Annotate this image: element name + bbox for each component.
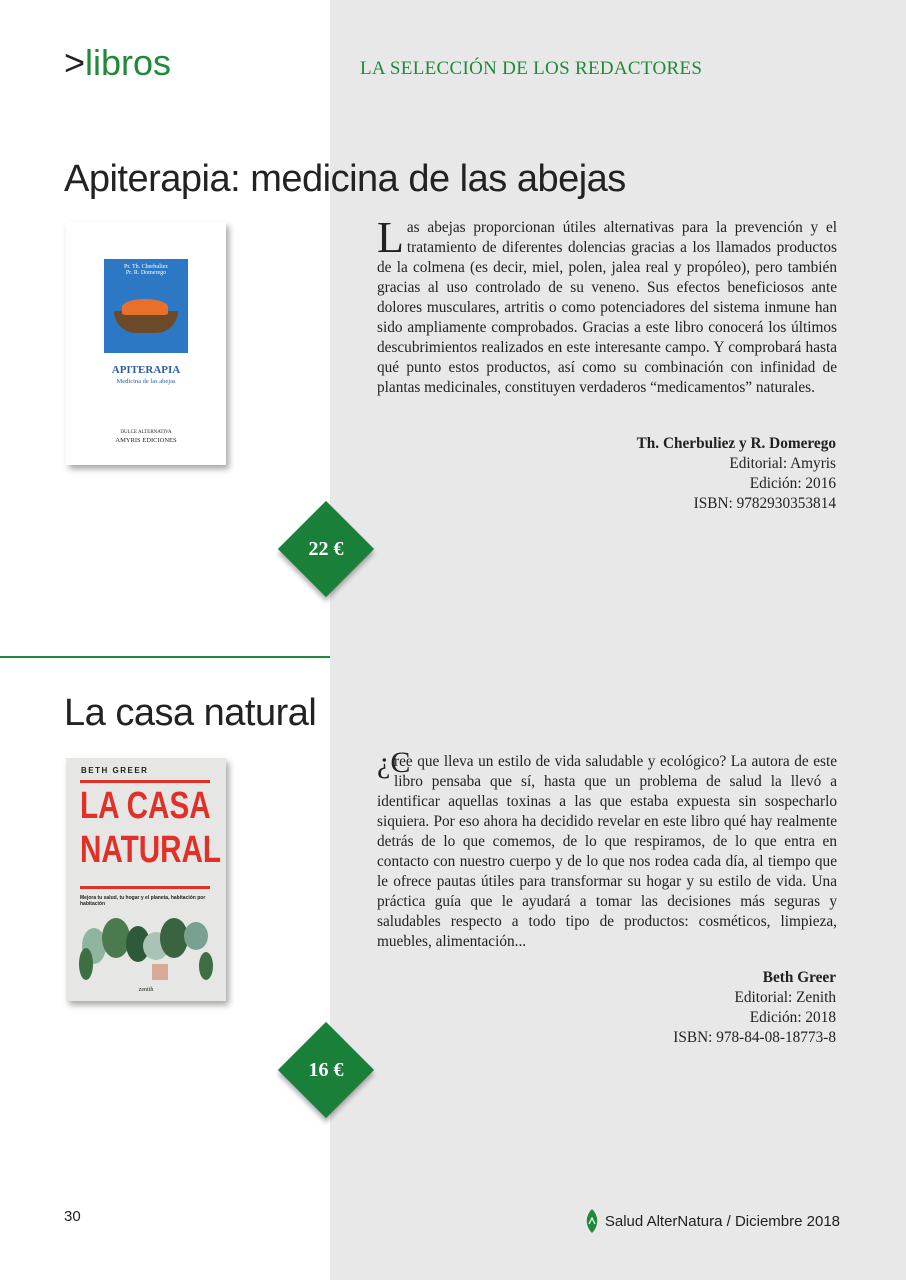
trees-illustration xyxy=(76,916,216,988)
book-details: Beth Greer Editorial: Zenith Edición: 2018 ISBN: 978-84-08-18773-8 xyxy=(673,969,836,1046)
footer-magazine: Salud AlterNatura / Diciembre 2018 xyxy=(585,1208,840,1234)
book-details: Th. Cherbuliez y R. Domerego Editorial: Amyris Edición: 2016 ISBN: 9782930353814 xyxy=(636,435,836,512)
divider xyxy=(0,656,330,658)
book-cover-apiterapia: Pr. Th. Cherbuliez Pr. R. Domerego APITERAPIA Medicina de las abejas DULCE ALTERNATIVA AMYRIS EDICIONES xyxy=(66,222,226,465)
book-description: ¿C ree que lleva un estilo de vida saludable y ecológico? La autora de este libro pensaba que sí, hasta que un problema de salud la llevó a identificar aquellas toxinas a las que estaba expuesta sin sospecharlo siquiera. Por eso ahora ha decidido revelar en este libro qué hay realmente detrás de lo que comemos, de lo que respiramos, de lo que entra en contacto con nuestro cuerpo y de lo que nos rodea cada día, al tiempo que le ofrece pautas útiles para transformar su hogar y su estilo de vida. Una práctica guía que le ayudará a tomar las decisiones más seguras y saludables respecto a todo tipo de productos: cosméticos, limpieza, muebles, alimentación... xyxy=(377,746,837,950)
page-number: 30 xyxy=(64,1208,81,1225)
leaf-logo-icon xyxy=(585,1208,599,1234)
cover-image: Pr. Th. Cherbuliez Pr. R. Domerego xyxy=(104,259,188,353)
book-description: Las abejas proporcionan útiles alternativas para la prevención y el tratamiento de diferentes dolencias gracias a los llamados productos de la colmena (es decir, miel, polen, jalea real y propóleo), pero también gracias al uso controlado de su veneno. Sus efectos beneficiosos ante dolores musculares, artritis o como potenciadores del sistema inmune han sido ampliamente comprobados. Gracias a este libro conocerá los últimos descubrimientos realizados en este interesante campo. Y comprobará hasta qué punto estos productos, así como su combinación con infinidad de plantas medicinales, constituyen verdaderos “medicamentos” naturales. xyxy=(377,213,837,396)
book-title: La casa natural xyxy=(64,692,317,734)
selection-heading: LA SELECCIÓN DE LOS REDACTORES xyxy=(360,58,703,79)
price-badge: 22 € xyxy=(278,501,374,597)
book-cover-la-casa-natural: BETH GREER LA CASA NATURAL Mejora tu salud, tu hogar y el planeta, habitación por habitación zenith xyxy=(66,758,226,1001)
price-badge: 16 € xyxy=(278,1022,374,1118)
section-name: libros xyxy=(85,42,172,83)
book-title: Apiterapia: medicina de las abejas xyxy=(64,158,626,200)
section-label: >libros xyxy=(64,42,172,83)
